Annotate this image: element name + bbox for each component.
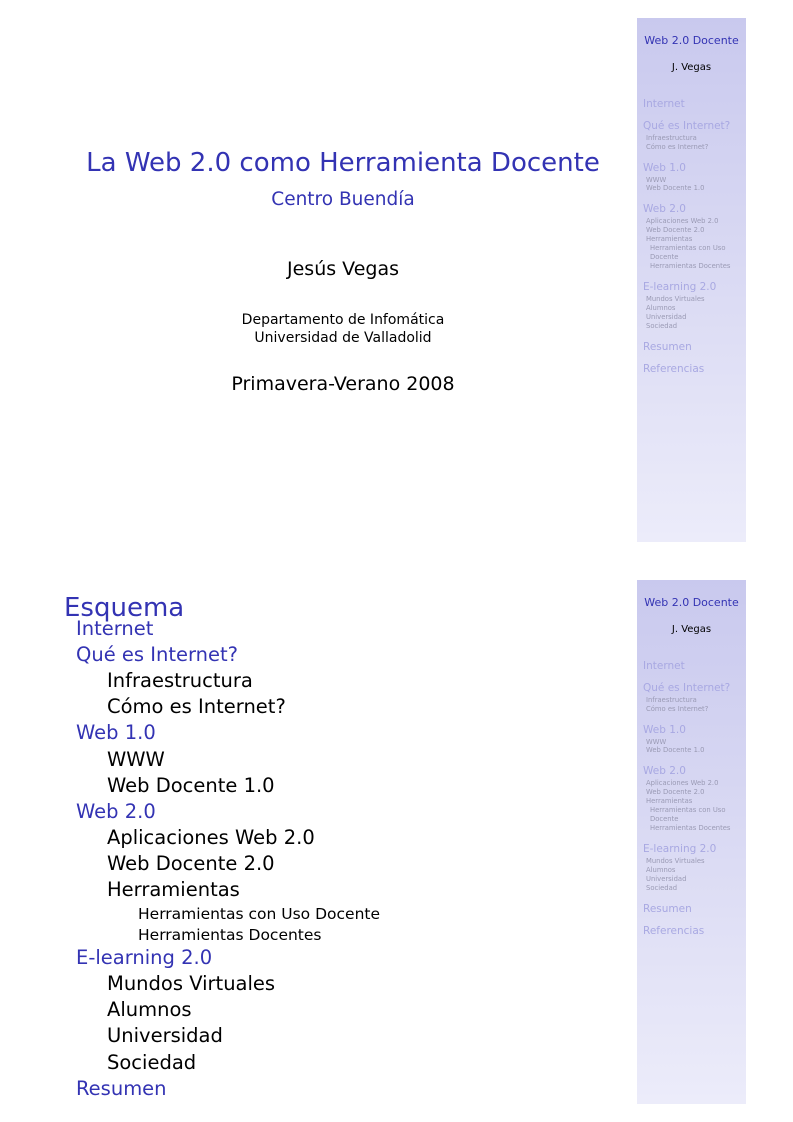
sidebar-item-e-learning-2-0[interactable]: E-learning 2.0 bbox=[643, 843, 717, 856]
sidebar-title[interactable]: Web 2.0 Docente bbox=[644, 596, 739, 609]
sidebar-item-web-1-0[interactable]: Web 1.0 bbox=[643, 723, 686, 736]
outline-item-como-es-internet[interactable]: Cómo es Internet? bbox=[107, 695, 286, 719]
outline-heading: Esquema bbox=[64, 593, 185, 623]
outline-item-resumen[interactable]: Resumen bbox=[76, 1076, 167, 1100]
sidebar-item-web-docente-2-0[interactable]: Web Docente 2.0 bbox=[646, 788, 705, 797]
sidebar-toc bbox=[643, 660, 743, 939]
institute-university: Universidad de Valladolid bbox=[254, 330, 432, 346]
outline-item-universidad[interactable]: Universidad bbox=[107, 1024, 223, 1048]
sidebar-item-web-docente-1-0[interactable]: Web Docente 1.0 bbox=[646, 184, 705, 193]
outline-item-web-docente-1-0[interactable]: Web Docente 1.0 bbox=[107, 773, 275, 797]
sidebar-item-aplicaciones-web-2-0[interactable]: Aplicaciones Web 2.0 bbox=[646, 779, 719, 788]
outline-item-mundos-virtuales[interactable]: Mundos Virtuales bbox=[107, 972, 276, 996]
outline-item-internet[interactable]: Internet bbox=[76, 617, 154, 640]
sidebar-item-sociedad[interactable]: Sociedad bbox=[646, 321, 678, 330]
sidebar-item-resumen[interactable]: Resumen bbox=[643, 340, 692, 353]
sidebar-item-mundos-virtuales[interactable]: Mundos Virtuales bbox=[646, 857, 705, 866]
sidebar-navigation bbox=[637, 18, 746, 542]
institute-department: Departamento de Infomática bbox=[241, 312, 445, 328]
sidebar-item-web-2-0[interactable]: Web 2.0 bbox=[643, 203, 686, 216]
sidebar-item-e-learning-2-0[interactable]: E-learning 2.0 bbox=[643, 281, 717, 294]
sidebar-item-herramientas-docentes[interactable]: Herramientas Docentes bbox=[650, 262, 731, 271]
sidebar-item-infraestructura[interactable]: Infraestructura bbox=[646, 696, 697, 704]
sidebar-item-herramientas[interactable]: Herramientas bbox=[646, 234, 693, 243]
outline-item-herramientas[interactable]: Herramientas bbox=[107, 878, 240, 901]
sidebar-item-referencias[interactable]: Referencias bbox=[643, 362, 705, 375]
sidebar-item-www[interactable]: WWW bbox=[646, 737, 667, 746]
sidebar-item-www[interactable]: WWW bbox=[646, 175, 667, 184]
outline-item-infraestructura[interactable]: Infraestructura bbox=[107, 669, 253, 693]
sidebar-item-internet[interactable]: Internet bbox=[643, 98, 685, 110]
sidebar-item-herramientas-docentes[interactable]: Herramientas Docentes bbox=[650, 824, 731, 833]
sidebar-item-que-es-internet[interactable]: Qué es Internet? bbox=[643, 120, 731, 132]
sidebar-item-alumnos[interactable]: Alumnos bbox=[646, 866, 676, 875]
outline-item-e-learning-2-0[interactable]: E-learning 2.0 bbox=[76, 946, 213, 970]
sidebar-item-herramientas[interactable]: Herramientas bbox=[646, 796, 693, 805]
outline-item-web-1-0[interactable]: Web 1.0 bbox=[76, 721, 156, 745]
sidebar-item-resumen[interactable]: Resumen bbox=[643, 902, 692, 915]
sidebar-item-herramientas-con-uso-docente[interactable]: Herramientas con Uso Docente bbox=[650, 805, 726, 823]
sidebar-navigation bbox=[637, 580, 746, 1104]
outline-item-web-docente-2-0[interactable]: Web Docente 2.0 bbox=[107, 851, 275, 875]
sidebar-item-alumnos[interactable]: Alumnos bbox=[646, 304, 676, 313]
outline-slide bbox=[0, 561, 793, 1122]
sidebar-title[interactable]: Web 2.0 Docente bbox=[644, 34, 739, 47]
sidebar-item-internet[interactable]: Internet bbox=[643, 660, 685, 672]
sidebar-item-herramientas-con-uso-docente[interactable]: Herramientas con Uso Docente bbox=[650, 243, 726, 261]
sidebar-item-web-1-0[interactable]: Web 1.0 bbox=[643, 161, 686, 174]
outline-item-alumnos[interactable]: Alumnos bbox=[107, 998, 192, 1022]
outline-item-herramientas-con-uso-docente[interactable]: Herramientas con Uso Docente bbox=[138, 905, 381, 924]
presentation-subtitle: Centro Buendía bbox=[271, 189, 415, 210]
sidebar-item-como-es-internet[interactable]: Cómo es Internet? bbox=[646, 142, 709, 151]
sidebar-item-web-docente-1-0[interactable]: Web Docente 1.0 bbox=[646, 746, 705, 755]
author-name: Jesús Vegas bbox=[287, 258, 399, 280]
sidebar-author: J. Vegas bbox=[671, 624, 712, 635]
sidebar-item-como-es-internet[interactable]: Cómo es Internet? bbox=[646, 704, 709, 713]
sidebar-item-universidad[interactable]: Universidad bbox=[646, 312, 687, 321]
sidebar-toc bbox=[643, 98, 743, 377]
sidebar-item-que-es-internet[interactable]: Qué es Internet? bbox=[643, 682, 731, 694]
outline-item-web-2-0[interactable]: Web 2.0 bbox=[76, 799, 156, 823]
presentation-date: Primavera-Verano 2008 bbox=[231, 373, 455, 395]
outline-item-herramientas-docentes[interactable]: Herramientas Docentes bbox=[138, 926, 322, 945]
presentation-title: La Web 2.0 como Herramienta Docente bbox=[86, 148, 600, 178]
sidebar-item-mundos-virtuales[interactable]: Mundos Virtuales bbox=[646, 295, 705, 304]
sidebar-item-web-docente-2-0[interactable]: Web Docente 2.0 bbox=[646, 226, 705, 235]
outline-item-sociedad[interactable]: Sociedad bbox=[107, 1050, 197, 1074]
sidebar-item-infraestructura[interactable]: Infraestructura bbox=[646, 134, 697, 142]
sidebar-item-sociedad[interactable]: Sociedad bbox=[646, 883, 678, 892]
sidebar-item-referencias[interactable]: Referencias bbox=[643, 924, 705, 937]
outline-item-aplicaciones-web-2-0[interactable]: Aplicaciones Web 2.0 bbox=[107, 825, 315, 849]
sidebar-item-web-2-0[interactable]: Web 2.0 bbox=[643, 765, 686, 778]
sidebar-author: J. Vegas bbox=[671, 62, 712, 73]
outline-item-que-es-internet[interactable]: Qué es Internet? bbox=[76, 643, 239, 667]
sidebar-item-aplicaciones-web-2-0[interactable]: Aplicaciones Web 2.0 bbox=[646, 217, 719, 226]
sidebar-item-universidad[interactable]: Universidad bbox=[646, 874, 687, 883]
outline-item-www[interactable]: WWW bbox=[107, 747, 165, 771]
